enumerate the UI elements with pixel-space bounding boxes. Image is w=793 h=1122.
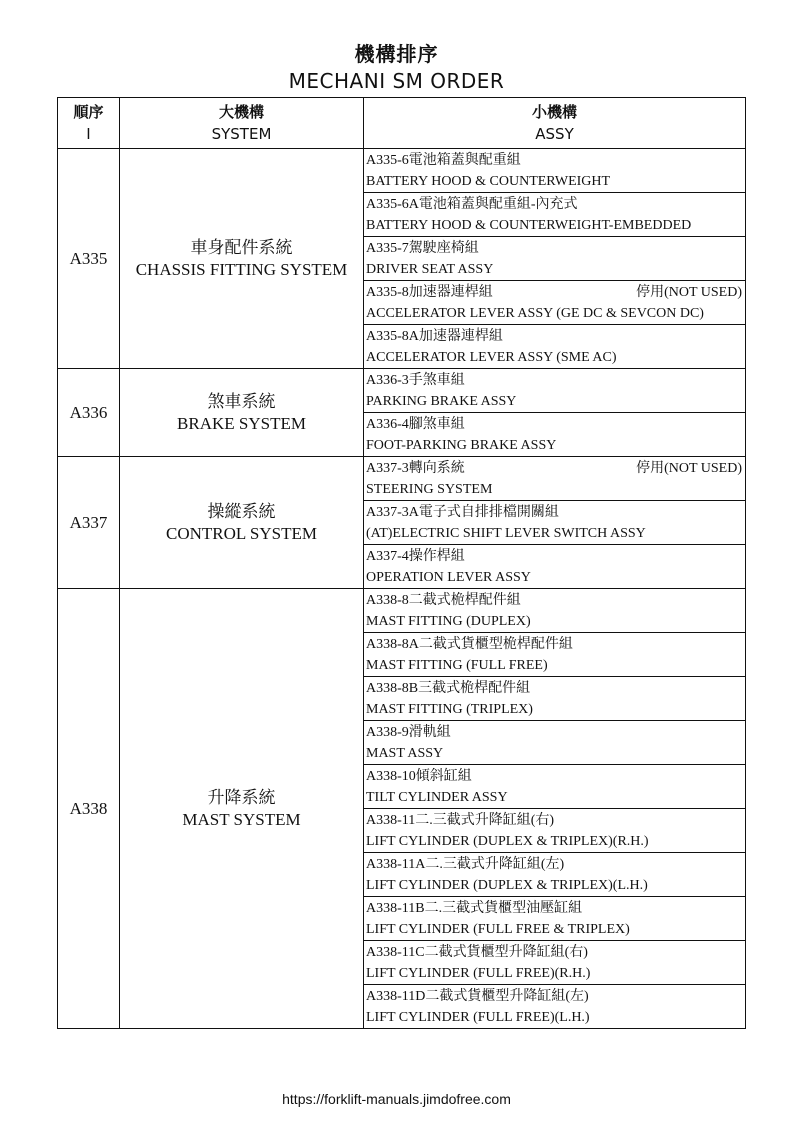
assy-name-en: (AT)ELECTRIC SHIFT LEVER SWITCH ASSY xyxy=(366,525,646,541)
assy-cell xyxy=(364,149,746,193)
table-row xyxy=(58,457,746,501)
table-body xyxy=(58,149,746,1029)
assy-name-cn: A338-11B二.三截式貨櫃型油壓缸組 xyxy=(366,900,583,916)
group-system xyxy=(120,369,364,457)
assy-line-cn xyxy=(366,722,745,743)
assy-cell xyxy=(364,941,746,985)
assy-name-en: LIFT CYLINDER (FULL FREE)(L.H.) xyxy=(366,1009,590,1025)
header-system-en: SYSTEM xyxy=(211,125,272,143)
assy-line-cn xyxy=(366,634,745,655)
header-assy xyxy=(364,98,746,149)
assy-name-en: STEERING SYSTEM xyxy=(366,481,493,497)
assy-name-en: MAST FITTING (FULL FREE) xyxy=(366,657,548,673)
assy-name-en: ACCELERATOR LEVER ASSY (GE DC & SEVCON DC) xyxy=(366,305,704,321)
table-header-row xyxy=(58,98,746,149)
group-system xyxy=(120,149,364,369)
assy-line-cn xyxy=(366,194,745,215)
assy-line-cn xyxy=(366,414,745,435)
assy-name-cn: A338-8B三截式桅桿配件組 xyxy=(366,680,531,696)
system-name-en: BRAKE SYSTEM xyxy=(177,413,306,433)
assy-cell xyxy=(364,193,746,237)
assy-cell xyxy=(364,457,746,501)
group-system xyxy=(120,589,364,1029)
header-order-cn: 順序 xyxy=(73,103,104,121)
footer-url[interactable]: https://forklift-manuals.jimdofree.com xyxy=(282,1091,511,1107)
assy-line-cn xyxy=(366,898,745,919)
assy-cell xyxy=(364,281,746,325)
system-name-en: MAST SYSTEM xyxy=(182,809,301,829)
assy-line-cn xyxy=(366,370,745,391)
page-title-chinese: 機構排序 xyxy=(354,42,439,66)
header-assy-cn: 小機構 xyxy=(531,103,577,121)
system-name-cn: 升降系統 xyxy=(207,787,276,807)
group-code: A335 xyxy=(58,149,120,369)
assy-cell xyxy=(364,677,746,721)
assy-cell xyxy=(364,413,746,457)
assy-name-cn: A335-8A加速器連桿組 xyxy=(366,328,503,344)
assy-name-cn: A338-11二.三截式升降缸組(右) xyxy=(366,812,555,828)
assy-cell xyxy=(364,545,746,589)
assy-cell xyxy=(364,501,746,545)
assy-cell xyxy=(364,853,746,897)
assy-name-en: PARKING BRAKE ASSY xyxy=(366,393,517,409)
assy-name-en: ACCELERATOR LEVER ASSY (SME AC) xyxy=(366,349,617,365)
assy-name-en: BATTERY HOOD & COUNTERWEIGHT-EMBEDDED xyxy=(366,217,692,233)
assy-name-en: MAST FITTING (TRIPLEX) xyxy=(366,701,533,717)
header-order-en: I xyxy=(86,125,91,143)
assy-name-cn: A337-3A電子式自排排檔開關組 xyxy=(366,504,559,520)
assy-name-en: LIFT CYLINDER (FULL FREE)(R.H.) xyxy=(366,965,591,981)
assy-name-en: LIFT CYLINDER (FULL FREE & TRIPLEX) xyxy=(366,921,630,937)
assy-line-cn xyxy=(366,238,745,259)
assy-line-cn xyxy=(366,150,745,171)
assy-name-cn: A335-8加速器連桿組 xyxy=(366,284,493,300)
assy-name-cn: A336-3手煞車組 xyxy=(366,372,465,388)
assy-name-cn: A338-9滑軌組 xyxy=(366,724,451,740)
assy-line-cn xyxy=(366,810,745,831)
assy-name-cn: A335-6電池箱蓋與配重組 xyxy=(366,152,521,168)
assy-line-cn xyxy=(366,942,745,963)
table-row xyxy=(58,149,746,193)
group-code: A336 xyxy=(58,369,120,457)
mechanism-order-table xyxy=(57,97,746,1029)
assy-line-cn xyxy=(366,546,745,567)
assy-name-cn: A338-10傾斜缸組 xyxy=(366,768,472,784)
assy-line-cn xyxy=(366,590,745,611)
assy-line-cn xyxy=(366,326,745,347)
header-system xyxy=(120,98,364,149)
table-row xyxy=(58,369,746,413)
assy-name-en: FOOT-PARKING BRAKE ASSY xyxy=(366,437,557,453)
assy-cell xyxy=(364,765,746,809)
assy-cell xyxy=(364,985,746,1029)
assy-note: 停用(NOT USED) xyxy=(636,284,742,300)
header-system-cn: 大機構 xyxy=(218,103,264,121)
assy-name-en: MAST ASSY xyxy=(366,745,444,761)
group-code: A338 xyxy=(58,589,120,1029)
assy-line-cn xyxy=(366,678,745,699)
assy-name-en: LIFT CYLINDER (DUPLEX & TRIPLEX)(R.H.) xyxy=(366,833,649,849)
system-name-en: CONTROL SYSTEM xyxy=(166,523,317,543)
assy-note: 停用(NOT USED) xyxy=(636,460,742,476)
assy-cell xyxy=(364,897,746,941)
assy-name-cn: A338-8A二截式貨櫃型桅桿配件組 xyxy=(366,636,573,652)
system-name-cn: 煞車系統 xyxy=(207,391,276,411)
assy-name-cn: A335-7駕駛座椅組 xyxy=(366,240,479,256)
group-code: A337 xyxy=(58,457,120,589)
assy-line-cn xyxy=(366,458,745,479)
header-assy-en: ASSY xyxy=(535,125,574,143)
assy-name-en: BATTERY HOOD & COUNTERWEIGHT xyxy=(366,173,611,189)
assy-name-cn: A336-4腳煞車組 xyxy=(366,416,465,432)
assy-line-cn xyxy=(366,282,745,303)
assy-cell xyxy=(364,237,746,281)
assy-cell xyxy=(364,721,746,765)
assy-name-en: LIFT CYLINDER (DUPLEX & TRIPLEX)(L.H.) xyxy=(366,877,648,893)
assy-line-cn xyxy=(366,766,745,787)
assy-name-cn: A338-11C二截式貨櫃型升降缸組(右) xyxy=(366,944,588,960)
system-name-en: CHASSIS FITTING SYSTEM xyxy=(135,259,348,279)
header-order xyxy=(58,98,120,149)
assy-cell xyxy=(364,809,746,853)
assy-name-cn: A335-6A電池箱蓋與配重組-內充式 xyxy=(366,196,578,212)
assy-cell xyxy=(364,589,746,633)
assy-name-cn: A338-11D二截式貨櫃型升降缸組(左) xyxy=(366,988,589,1004)
assy-name-cn: A337-3轉向系統 xyxy=(366,460,465,476)
assy-line-cn xyxy=(366,502,745,523)
assy-name-cn: A337-4操作桿組 xyxy=(366,548,465,564)
system-name-cn: 操縱系統 xyxy=(207,501,276,521)
table-row xyxy=(58,589,746,633)
assy-name-cn: A338-8二截式桅桿配件組 xyxy=(366,592,521,608)
assy-line-cn xyxy=(366,986,745,1007)
assy-name-en: DRIVER SEAT ASSY xyxy=(366,261,494,277)
assy-cell xyxy=(364,325,746,369)
assy-cell xyxy=(364,369,746,413)
assy-line-cn xyxy=(366,854,745,875)
page-title-english: MECHANI SM ORDER xyxy=(288,69,505,93)
assy-name-en: TILT CYLINDER ASSY xyxy=(366,789,508,805)
assy-cell xyxy=(364,633,746,677)
assy-name-cn: A338-11A二.三截式升降缸組(左) xyxy=(366,856,565,872)
group-system xyxy=(120,457,364,589)
assy-name-en: OPERATION LEVER ASSY xyxy=(366,569,531,585)
system-name-cn: 車身配件系統 xyxy=(190,237,293,257)
assy-name-en: MAST FITTING (DUPLEX) xyxy=(366,613,531,629)
